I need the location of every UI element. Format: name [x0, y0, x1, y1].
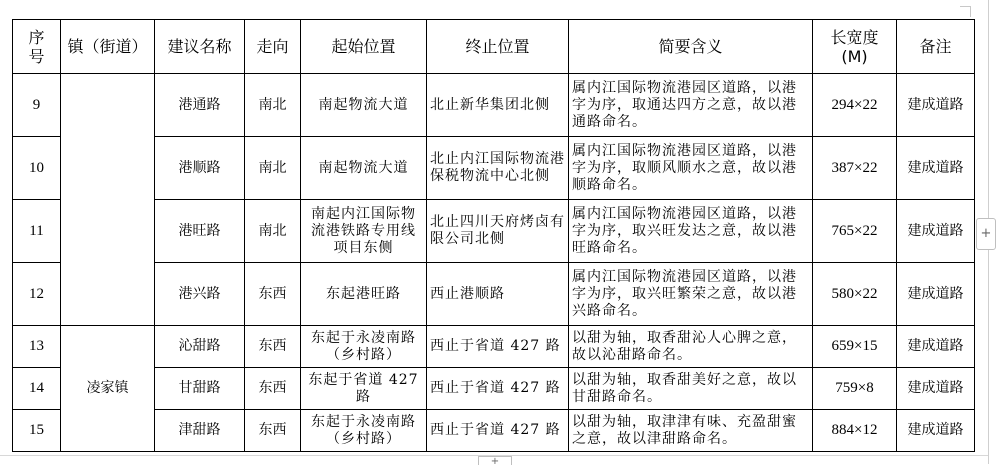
- row-remark: 建成道路: [897, 410, 975, 452]
- town-cell: 凌家镇: [61, 326, 155, 452]
- row-start: 东起于永凌南路（乡村路）: [301, 410, 427, 452]
- row-seq: 10: [13, 137, 61, 200]
- row-end: 西止港顺路: [427, 263, 569, 326]
- row-size: 759×8: [813, 368, 897, 410]
- row-name: 沁甜路: [155, 326, 245, 368]
- row-seq: 15: [13, 410, 61, 452]
- row-direction: 东西: [245, 368, 301, 410]
- row-name: 港兴路: [155, 263, 245, 326]
- row-start: 东起于省道 427 路: [301, 368, 427, 410]
- row-meaning: 属内江国际物流港园区道路，以港字为序，取兴旺发达之意，故以港旺路命名。: [569, 200, 813, 263]
- row-direction: 南北: [245, 74, 301, 137]
- page-corner-mark: [960, 6, 971, 17]
- row-end: 北止四川天府烤卤有限公司北侧: [427, 200, 569, 263]
- header-end: 终止位置: [427, 20, 569, 74]
- row-meaning: 属内江国际物流港园区道路，以港字为序，取兴旺繁荣之意，故以港兴路命名。: [569, 263, 813, 326]
- row-name: 港旺路: [155, 200, 245, 263]
- row-size: 765×22: [813, 200, 897, 263]
- row-end: 北止新华集团北侧: [427, 74, 569, 137]
- row-start: 南起物流大道: [301, 74, 427, 137]
- row-end: 西止于省道 427 路: [427, 368, 569, 410]
- row-remark: 建成道路: [897, 368, 975, 410]
- table-row: [13, 326, 975, 368]
- row-meaning: 以甜为轴，取香甜沁人心脾之意，故以沁甜路命名。: [569, 326, 813, 368]
- row-size: 387×22: [813, 137, 897, 200]
- expand-bottom-button[interactable]: +: [478, 456, 512, 465]
- row-end: 北止内江国际物流港保税物流中心北侧: [427, 137, 569, 200]
- row-start: 东起港旺路: [301, 263, 427, 326]
- header-seq: 序号: [13, 20, 61, 74]
- header-row: [13, 20, 975, 74]
- header-name: 建议名称: [155, 20, 245, 74]
- row-remark: 建成道路: [897, 200, 975, 263]
- row-direction: 东西: [245, 326, 301, 368]
- row-seq: 14: [13, 368, 61, 410]
- row-seq: 9: [13, 74, 61, 137]
- table-row: [13, 200, 975, 263]
- row-meaning: 以甜为轴，取香甜美好之意，故以甘甜路命名。: [569, 368, 813, 410]
- row-remark: 建成道路: [897, 137, 975, 200]
- row-size: 884×12: [813, 410, 897, 452]
- row-start: 南起物流大道: [301, 137, 427, 200]
- row-end: 西止于省道 427 路: [427, 410, 569, 452]
- row-direction: 东西: [245, 263, 301, 326]
- header-size: 长宽度(M): [813, 20, 897, 74]
- table-row: [13, 74, 975, 137]
- expand-right-button[interactable]: +: [976, 218, 996, 250]
- row-name: 甘甜路: [155, 368, 245, 410]
- row-seq: 12: [13, 263, 61, 326]
- row-name: 津甜路: [155, 410, 245, 452]
- street-naming-table: [12, 19, 975, 452]
- row-meaning: 属内江国际物流港园区道路，以港字为序，取通达四方之意，故以港通路命名。: [569, 74, 813, 137]
- header-town: 镇（街道）: [61, 20, 155, 74]
- row-meaning: 以甜为轴，取津津有味、充盈甜蜜之意，故以津甜路命名。: [569, 410, 813, 452]
- row-direction: 南北: [245, 200, 301, 263]
- header-meaning: 简要含义: [569, 20, 813, 74]
- table-row: [13, 137, 975, 200]
- header-direction: 走向: [245, 20, 301, 74]
- table-row: [13, 410, 975, 452]
- row-size: 580×22: [813, 263, 897, 326]
- row-end: 西止于省道 427 路: [427, 326, 569, 368]
- row-seq: 13: [13, 326, 61, 368]
- row-seq: 11: [13, 200, 61, 263]
- row-remark: 建成道路: [897, 263, 975, 326]
- row-size: 294×22: [813, 74, 897, 137]
- row-start: 南起内江国际物流港铁路专用线项目东侧: [301, 200, 427, 263]
- row-direction: 东西: [245, 410, 301, 452]
- header-start: 起始位置: [301, 20, 427, 74]
- row-remark: 建成道路: [897, 74, 975, 137]
- row-name: 港顺路: [155, 137, 245, 200]
- row-start: 东起于永凌南路（乡村路）: [301, 326, 427, 368]
- town-cell-empty: [61, 74, 155, 326]
- row-size: 659×15: [813, 326, 897, 368]
- row-meaning: 属内江国际物流港园区道路，以港字为序，取顺风顺水之意，故以港顺路命名。: [569, 137, 813, 200]
- table-row: [13, 263, 975, 326]
- row-remark: 建成道路: [897, 326, 975, 368]
- row-name: 港通路: [155, 74, 245, 137]
- row-direction: 南北: [245, 137, 301, 200]
- table-row: [13, 368, 975, 410]
- header-remark: 备注: [897, 20, 975, 74]
